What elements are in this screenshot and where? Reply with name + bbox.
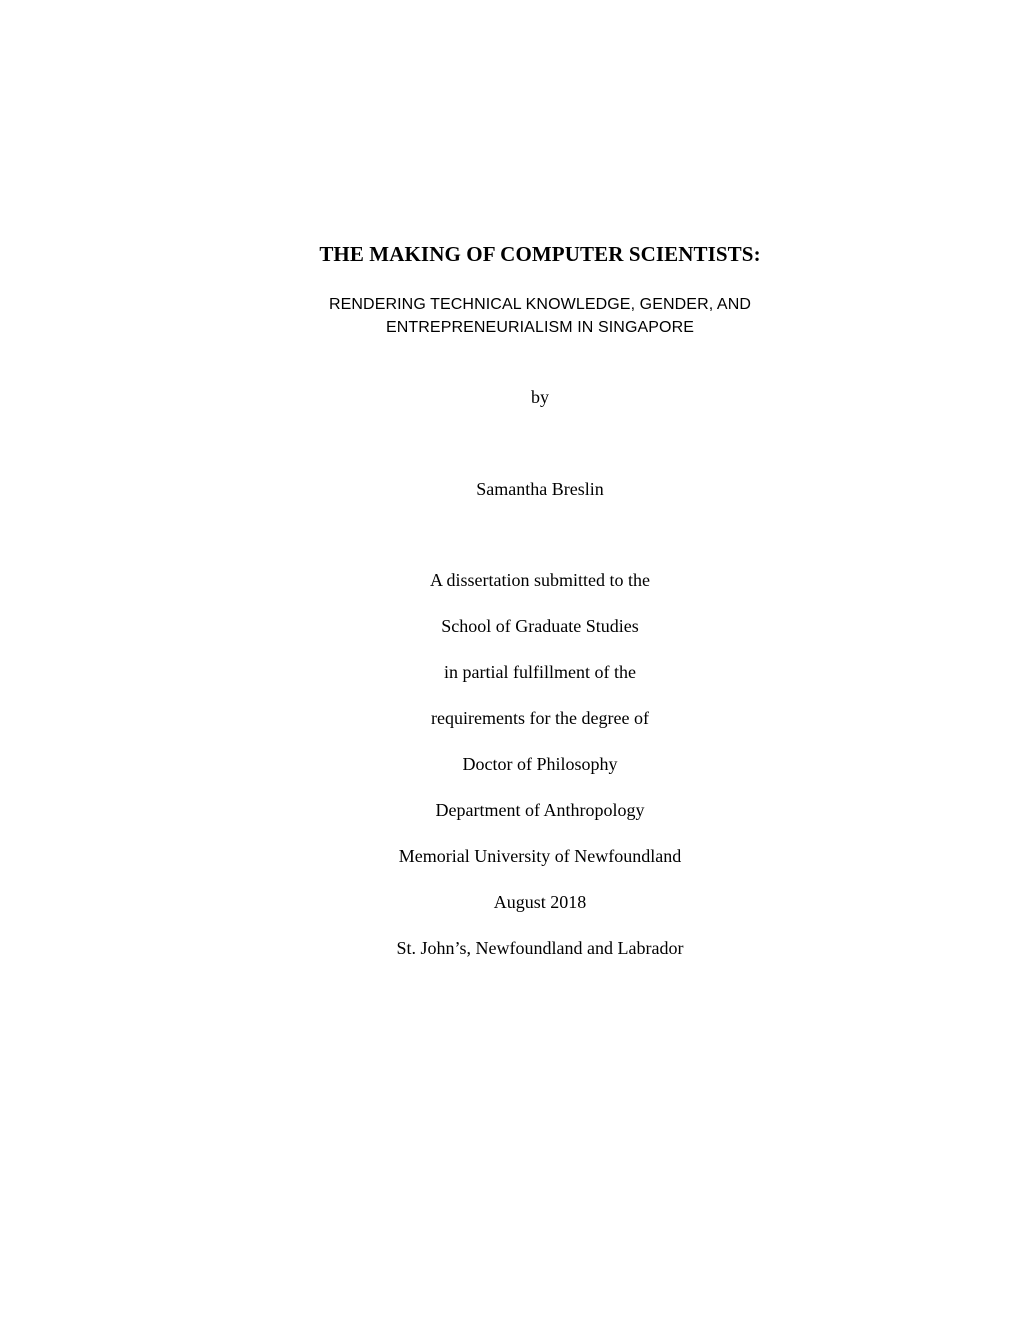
degree-name: Doctor of Philosophy xyxy=(462,754,618,774)
author-name: Samantha Breslin xyxy=(476,479,604,499)
university-name: Memorial University of Newfoundland xyxy=(398,846,682,866)
subtitle-line-1: RENDERING TECHNICAL KNOWLEDGE, GENDER, AND xyxy=(328,296,752,313)
department-name: Department of Anthropology xyxy=(435,800,645,820)
fulfillment-line: in partial fulfillment of the xyxy=(444,662,636,682)
submission-date: August 2018 xyxy=(493,892,587,912)
submission-statement-line: A dissertation submitted to the xyxy=(430,570,650,590)
dissertation-title: THE MAKING OF COMPUTER SCIENTISTS: xyxy=(319,242,761,266)
school-name: School of Graduate Studies xyxy=(441,616,639,636)
location: St. John’s, Newfoundland and Labrador xyxy=(396,938,684,958)
subtitle-line-2: ENTREPRENEURIALISM IN SINGAPORE xyxy=(385,319,695,336)
requirements-line: requirements for the degree of xyxy=(431,708,649,728)
by-line: by xyxy=(531,387,549,407)
